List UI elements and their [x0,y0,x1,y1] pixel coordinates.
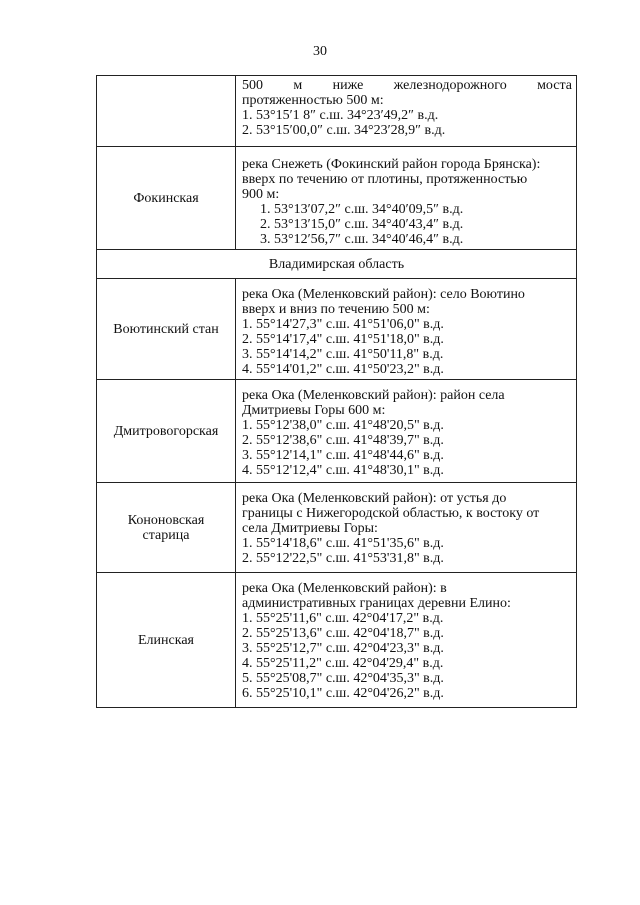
coordinate-item: 5. 55°25'08,7" с.ш. 42°04'35,3" в.д. [242,671,444,686]
coordinate-item: 2. 55°25'13,6" с.ш. 42°04'18,7" в.д. [242,626,444,641]
coordinate-list [242,418,572,478]
coordinate-item: 2. 53°15′00,0″ с.ш. 34°23′28,9″ в.д. [242,123,446,138]
region-heading: Владимирская область [97,250,577,279]
location-description-cell [236,147,577,250]
location-name-cell [97,279,236,380]
coordinate-item: 1. 55°14'18,6" с.ш. 41°51'35,6" в.д. [242,536,444,551]
region-row [97,250,577,279]
location-name: Елинская [138,632,194,648]
coordinate-item: 3. 55°25'12,7" с.ш. 42°04'23,3" в.д. [242,641,444,656]
coordinate-item: 3. 55°14'14,2" с.ш. 41°50'11,8" в.д. [242,347,444,362]
location-name-cell [97,573,236,708]
coordinate-list [242,108,572,138]
location-name-cell [97,147,236,250]
coordinate-item: 1. 53°15′1 8″ с.ш. 34°23′49,2″ в.д. [242,108,439,123]
description-line: 500 м ниже железнодорожного моста [242,78,572,93]
coordinate-item: 2. 55°12'38,6" с.ш. 41°48'39,7" в.д. [242,433,444,448]
table-row [97,279,577,380]
location-name-line: старица [142,527,190,543]
coordinate-list [242,202,572,247]
description-line: границы с Нижегородской областью, к востоку от [242,506,540,521]
location-name-cell [97,380,236,483]
location-description-cell [236,573,577,708]
table-row [97,147,577,250]
description-line: вверх и вниз по течению 500 м: [242,302,430,317]
coordinate-list [242,611,572,701]
location-description-cell [236,483,577,573]
location-name: Дмитровогорская [113,423,219,439]
coordinate-item: 1. 53°13′07,2″ с.ш. 34°40′09,5″ в.д. [260,202,464,217]
description-line: административных границах деревни Елино: [242,596,511,611]
location-name-cell [97,76,236,147]
description-line: 900 м: [242,187,280,202]
location-name-line: Кононовская [127,512,205,528]
description-line: река Ока (Меленковский район): в [242,581,447,596]
page-number: 30 [313,44,327,59]
description-line: протяженностью 500 м: [242,93,384,108]
description-line: вверх по течению от плотины, протяженностью [242,172,528,187]
coordinate-list [242,317,572,377]
coordinate-item: 6. 55°25'10,1" с.ш. 42°04'26,2" в.д. [242,686,444,701]
table-row [97,380,577,483]
coordinate-item: 1. 55°14'27,3" с.ш. 41°51'06,0" в.д. [242,317,444,332]
location-description-cell [236,279,577,380]
table-row [97,76,577,147]
description-line: река Ока (Меленковский район): село Воютино [242,287,525,302]
coordinate-item: 4. 55°25'11,2" с.ш. 42°04'29,4" в.д. [242,656,444,671]
description-line: река Ока (Меленковский район): район села [242,388,505,403]
description-line: села Дмитриевы Горы: [242,521,378,536]
location-name-cell [97,483,236,573]
coordinate-item: 4. 55°14'01,2" с.ш. 41°50'23,2" в.д. [242,362,444,377]
coordinate-item: 4. 55°12'12,4" с.ш. 41°48'30,1" в.д. [242,463,444,478]
coordinate-item: 3. 53°12′56,7″ с.ш. 34°40′46,4″ в.д. [260,232,464,247]
coordinate-item: 2. 55°14'17,4" с.ш. 41°51'18,0" в.д. [242,332,444,347]
table-row [97,483,577,573]
coordinate-item: 1. 55°12'38,0" с.ш. 41°48'20,5" в.д. [242,418,444,433]
coordinate-item: 2. 55°12'22,5" с.ш. 41°53'31,8" в.д. [242,551,444,566]
coordinate-item: 1. 55°25'11,6" с.ш. 42°04'17,2" в.д. [242,611,444,626]
table-row [97,573,577,708]
location-description-cell [236,76,577,147]
coordinate-item: 3. 55°12'14,1" с.ш. 41°48'44,6" в.д. [242,448,444,463]
description-line: река Снежеть (Фокинский район города Брянска): [242,157,541,172]
description-line: река Ока (Меленковский район): от устья до [242,491,507,506]
location-description-cell [236,380,577,483]
location-name: Воютинский стан [113,321,219,337]
locations-table [96,75,577,708]
description-line: Дмитриевы Горы 600 м: [242,403,386,418]
location-name: Фокинская [133,190,199,206]
coordinate-item: 2. 53°13′15,0″ с.ш. 34°40′43,4″ в.д. [260,217,464,232]
coordinate-list [242,536,572,566]
